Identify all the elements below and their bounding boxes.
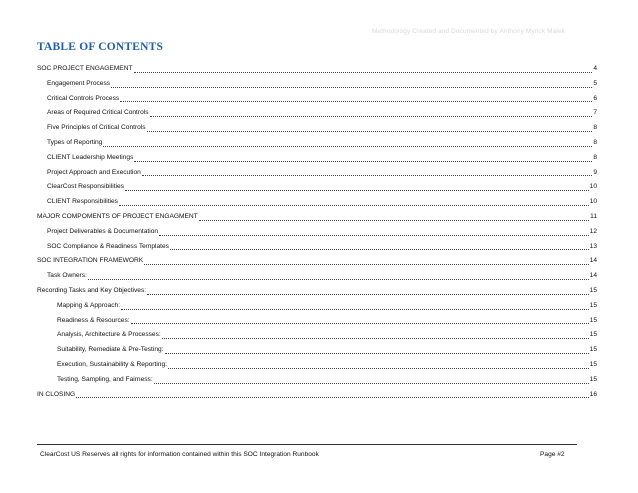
toc-entry-label: Testing, Sampling, and Fairness:	[57, 375, 153, 383]
toc-dot-leader	[111, 87, 592, 88]
toc-entry-label: Types of Reporting	[47, 138, 103, 146]
toc-entry[interactable]	[37, 92, 597, 107]
header-watermark: Methodology Created and Documented by Anthony Myrick Malek	[372, 28, 565, 35]
toc-dot-leader	[134, 72, 593, 73]
toc-entry[interactable]	[37, 151, 597, 166]
toc-dot-leader	[120, 101, 592, 102]
toc-entry-page: 9	[593, 168, 597, 176]
toc-entry-page: 15	[589, 331, 597, 339]
toc-entry[interactable]	[37, 121, 597, 136]
toc-entry[interactable]	[37, 299, 597, 314]
toc-entry-label: Recording Tasks and Key Objectives:	[37, 286, 147, 294]
toc-entry-page: 4	[593, 65, 597, 72]
toc-entry-page: 15	[589, 286, 597, 294]
toc-dot-leader	[88, 279, 589, 280]
toc-dot-leader	[147, 131, 593, 132]
toc-entry[interactable]	[37, 328, 597, 343]
toc-entry-label: Task Owners:	[47, 272, 87, 280]
toc-entry-page: 14	[589, 257, 597, 265]
toc-dot-leader	[154, 383, 589, 384]
toc-entry-page: 16	[589, 390, 597, 398]
toc-list	[37, 62, 597, 402]
toc-entry[interactable]	[37, 388, 597, 403]
toc-dot-leader	[162, 338, 589, 339]
toc-entry-page: 8	[593, 124, 597, 132]
toc-entry[interactable]	[37, 269, 597, 284]
toc-entry-page: 15	[589, 346, 597, 354]
toc-entry[interactable]	[37, 343, 597, 358]
toc-entry-label: Project Approach and Execution	[47, 168, 141, 176]
toc-entry[interactable]	[37, 106, 597, 121]
toc-entry-label: SOC Compliance & Readiness Templates	[47, 242, 169, 250]
toc-entry-page: 10	[589, 198, 597, 206]
toc-dot-leader	[76, 397, 589, 398]
toc-entry-label: Readiness & Resources:	[57, 316, 130, 324]
toc-entry-page: 5	[593, 79, 597, 87]
toc-entry-label: Project Deliverables & Documentation	[47, 227, 159, 235]
toc-dot-leader	[165, 353, 589, 354]
toc-dot-leader	[170, 249, 589, 250]
toc-dot-leader	[121, 309, 589, 310]
toc-entry[interactable]	[37, 314, 597, 329]
toc-entry[interactable]	[37, 373, 597, 388]
toc-dot-leader	[134, 161, 592, 162]
toc-entry-label: CLIENT Responsibilities	[47, 198, 118, 206]
toc-dot-leader	[131, 323, 589, 324]
toc-dot-leader	[103, 146, 592, 147]
toc-dot-leader	[142, 175, 592, 176]
toc-entry[interactable]	[37, 254, 597, 269]
toc-entry-page: 13	[589, 242, 597, 250]
toc-entry-page: 10	[589, 183, 597, 191]
toc-entry-label: Suitability, Remediate & Pre-Testing:	[57, 346, 164, 354]
toc-entry-page: 15	[589, 360, 597, 368]
toc-entry-label: Critical Controls Process	[47, 94, 120, 102]
toc-entry-page: 12	[589, 227, 597, 235]
toc-entry[interactable]	[37, 166, 597, 181]
toc-entry-label: Areas of Required Critical Controls	[47, 109, 149, 117]
toc-entry-label: SOC INTEGRATION FRAMEWORK	[37, 257, 144, 265]
toc-dot-leader	[199, 220, 589, 221]
toc-entry-label: Engagement Process	[47, 79, 111, 87]
toc-entry[interactable]	[37, 210, 597, 225]
toc-dot-leader	[125, 190, 589, 191]
footer-notice: ClearCost US Reserves all rights for information contained within this SOC Integration Runbook	[40, 451, 319, 458]
toc-entry[interactable]	[37, 180, 597, 195]
toc-entry[interactable]	[37, 62, 597, 77]
toc-dot-leader	[144, 264, 589, 265]
toc-entry-page: 14	[589, 272, 597, 280]
toc-entry-label: IN CLOSING	[37, 390, 76, 398]
footer-divider	[37, 444, 577, 445]
toc-entry-label: CLIENT Leadership Meetings	[47, 153, 134, 161]
toc-entry-label: ClearCost Responsibilities	[47, 183, 124, 191]
toc-dot-leader	[147, 294, 589, 295]
toc-dot-leader	[119, 205, 589, 206]
toc-entry-page: 15	[589, 375, 597, 383]
toc-entry-label: Mapping & Approach:	[57, 301, 121, 309]
toc-dot-leader	[159, 235, 589, 236]
toc-entry-page: 7	[593, 109, 597, 117]
toc-entry-label: Execution, Sustainability & Reporting:	[57, 360, 167, 368]
toc-entry-page: 11	[590, 212, 597, 220]
toc-dot-leader	[168, 368, 589, 369]
toc-entry-page: 8	[593, 153, 597, 161]
footer-page-number: Page #2	[540, 451, 565, 458]
toc-entry-label: SOC PROJECT ENGAGEMENT	[37, 65, 133, 72]
toc-entry[interactable]	[37, 136, 597, 151]
toc-dot-leader	[150, 116, 593, 117]
toc-entry-label: Analysis, Architecture & Processes:	[57, 331, 161, 339]
toc-entry-page: 15	[589, 301, 597, 309]
toc-entry[interactable]	[37, 77, 597, 92]
toc-entry-label: Five Principles of Critical Controls	[47, 124, 146, 132]
toc-entry[interactable]	[37, 225, 597, 240]
toc-entry-page: 15	[589, 316, 597, 324]
toc-entry[interactable]	[37, 240, 597, 255]
toc-title: TABLE OF CONTENTS	[37, 41, 164, 53]
toc-entry-page: 6	[593, 94, 597, 102]
toc-entry-page: 8	[593, 138, 597, 146]
toc-entry[interactable]	[37, 195, 597, 210]
toc-entry[interactable]	[37, 284, 597, 299]
toc-entry-label: MAJOR COMPOMENTS OF PROJECT ENGAGMENT	[37, 212, 198, 220]
toc-entry[interactable]	[37, 358, 597, 373]
